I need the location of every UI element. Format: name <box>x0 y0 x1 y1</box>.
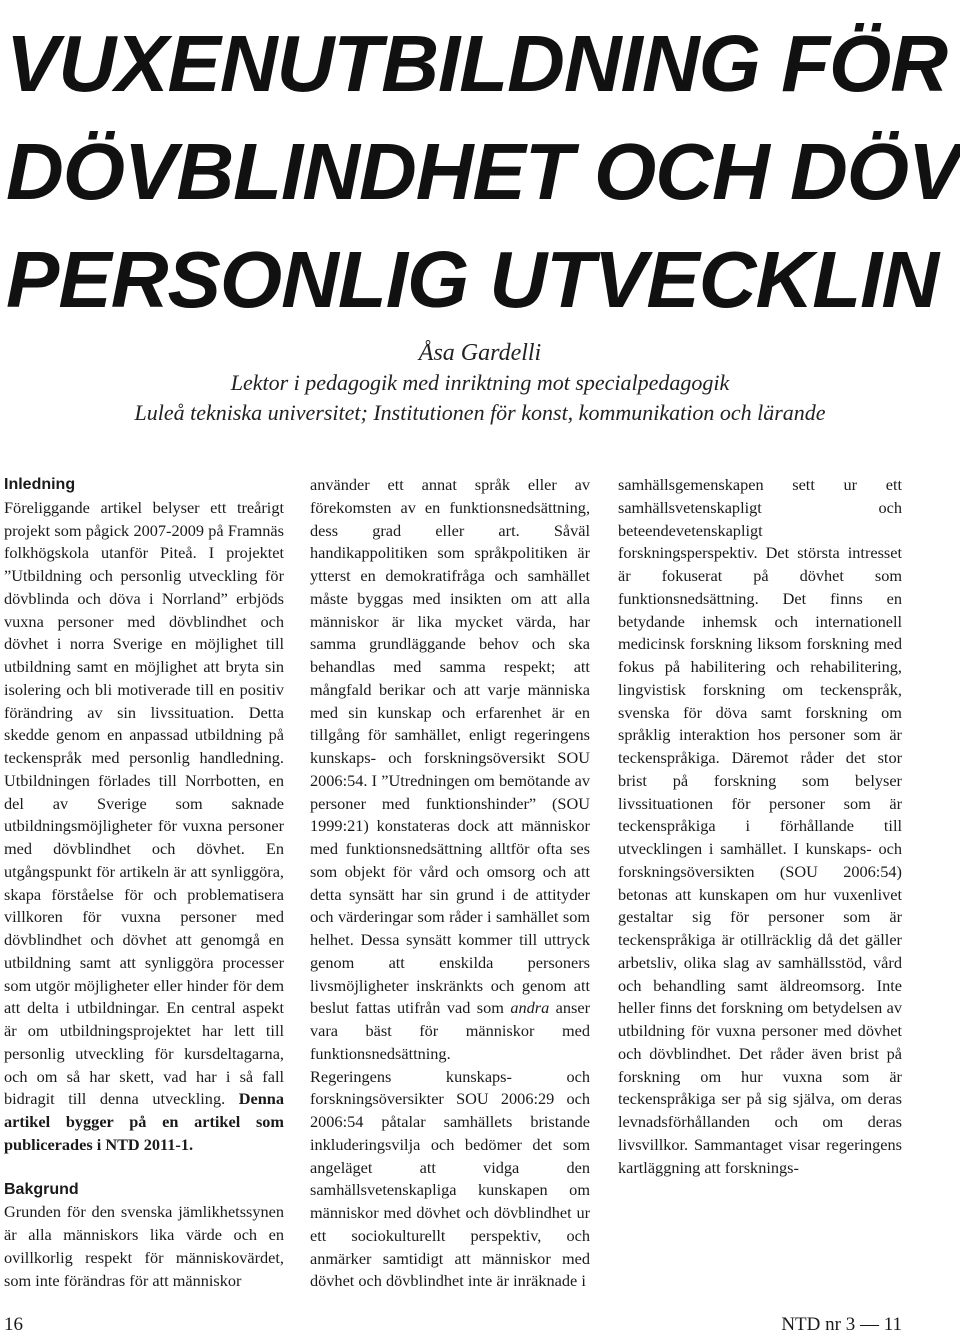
bakgrund-text-a <box>535 862 542 881</box>
bakgrund-text-a: som <box>476 998 504 1018</box>
bakgrund-text-a: eller <box>527 475 557 494</box>
bakgrund-text-a: genom <box>310 952 355 972</box>
bakgrund-text-a <box>510 475 528 494</box>
bakgrund-text-a: i <box>487 907 492 927</box>
bakgrund-text-a: samma <box>439 657 486 676</box>
bakgrund-text-a: attityder <box>535 884 590 904</box>
bakgrund-text-a <box>545 748 557 767</box>
bakgrund-text-a: och <box>388 748 412 767</box>
bakgrund-text-a <box>556 612 569 631</box>
title-line-2: DÖVBLINDHET OCH DÖV <box>6 127 960 216</box>
bakgrund-text-a: som <box>562 907 590 927</box>
bakgrund-text-a <box>416 498 425 517</box>
bakgrund-text-a <box>410 794 426 813</box>
bakgrund-text-a: som <box>4 1270 32 1290</box>
bakgrund-text-a <box>532 589 541 608</box>
bakgrund-text-a: använder <box>310 475 370 494</box>
bakgrund-text-a: och <box>531 634 556 654</box>
bakgrund-text-b: bäst <box>365 1021 392 1040</box>
bakgrund-text-b: funktionsnedsättning. <box>310 1043 451 1063</box>
bakgrund-text-a: en <box>574 702 590 722</box>
bakgrund-text-a: språkpolitiken <box>474 543 568 563</box>
bakgrund-text-a: funktionsnedsättning, <box>449 497 590 517</box>
inledning-note: Denna artikel bygger på en artikel som publicerades i NTD 2011-1. <box>4 1089 284 1154</box>
bakgrund-text-a <box>387 725 395 744</box>
bakgrund-text-a: för <box>392 861 412 881</box>
bakgrund-text-a <box>457 475 475 494</box>
bakgrund-text-a <box>360 725 368 744</box>
bakgrund-text-a: en <box>360 566 376 585</box>
bakgrund-text-a: förekomsten <box>310 497 392 517</box>
bakgrund-text-a <box>52 1225 64 1244</box>
bakgrund-text-a: som <box>437 543 465 563</box>
bakgrund-text-a <box>489 816 497 835</box>
bakgrund-text-a <box>376 748 388 767</box>
bakgrund-text-a: om <box>510 588 532 608</box>
bakgrund-text-a: grund <box>455 884 494 904</box>
bakgrund-text-a <box>17 1225 29 1244</box>
bakgrund-text-a <box>337 862 344 881</box>
bakgrund-text-a: att <box>573 657 590 676</box>
bakgrund-text-a <box>421 657 439 676</box>
bakgrund-text-a: lika <box>149 1225 175 1244</box>
bakgrund-text-a <box>412 748 424 767</box>
bakgrund-text-a: med <box>393 657 422 676</box>
bakgrund-text-a <box>404 475 422 494</box>
bakgrund-text-a: har <box>569 611 590 631</box>
bakgrund-text-a: är <box>4 1225 17 1244</box>
bakgrund-text-a: värderingar <box>337 907 414 927</box>
bakgrund-text-b: för <box>419 1021 439 1040</box>
bakgrund-text-a: och <box>233 1225 258 1244</box>
bakgrund-text-a <box>257 1225 269 1244</box>
inledning-paragraph <box>4 497 284 1157</box>
bakgrund-text-a: samhället, <box>394 725 462 745</box>
bakgrund-text-a <box>486 657 504 676</box>
bakgrund-text-a <box>506 885 513 904</box>
bakgrund-text-a: SOU <box>557 748 590 767</box>
bakgrund-text-a: kunskaps- <box>310 748 377 767</box>
bakgrund-text-a: dock <box>457 816 490 836</box>
bakgrund-text-a: om <box>474 770 495 790</box>
bakgrund-text-b <box>392 1021 420 1040</box>
bakgrund-text-a <box>367 703 377 722</box>
bakgrund-text-a: livsmöjligheter <box>310 975 409 995</box>
bakgrund-text-a: demokratifråga <box>385 566 485 585</box>
bakgrund-text-a: dess <box>310 520 339 540</box>
bakgrund-text-a <box>537 930 544 949</box>
bakgrund-text-b <box>338 1021 366 1040</box>
bakgrund-text-a: värde <box>185 1225 222 1244</box>
bakgrund-text-a <box>449 885 456 904</box>
bakgrund-text-a <box>351 566 361 585</box>
byline <box>0 338 960 428</box>
bakgrund-text-a: och <box>310 907 334 927</box>
bakgrund-text-a: ”Utredningen <box>381 770 470 790</box>
bakgrund-text-a: Såväl <box>553 520 590 540</box>
bakgrund-text-a <box>379 612 392 631</box>
bakgrund-text-a: alla <box>566 588 590 608</box>
bakgrund-text-a <box>480 680 488 699</box>
bakgrund-text-a: språk <box>474 475 511 494</box>
bakgrund-text-a: med <box>310 839 339 858</box>
bakgrund-text-a: är <box>391 611 405 631</box>
bakgrund-text-a: att <box>540 588 558 608</box>
bakgrund-text-a: beslut <box>310 998 349 1018</box>
bakgrund-text-a <box>465 543 475 562</box>
bakgrund-text-a: 2006:54. <box>310 770 368 790</box>
bakgrund-text-a: genom <box>521 975 567 995</box>
bakgrund-text-a <box>566 976 574 995</box>
bakgrund-text-a <box>557 475 575 494</box>
bakgrund-text-a: med <box>381 793 410 813</box>
bakgrund-text-a: alla <box>28 1225 52 1244</box>
bakgrund-text-a: en <box>424 497 441 517</box>
bakgrund-text-a: eller <box>435 520 465 540</box>
bakgrund-text-a: av <box>574 475 590 494</box>
bakgrund-text-a <box>356 634 369 653</box>
page-number: 16 <box>4 1314 23 1335</box>
bakgrund-text-a: och <box>441 702 466 722</box>
bakgrund-text-a <box>450 816 458 835</box>
bakgrund-text-b: anser <box>555 998 590 1018</box>
bakgrund-text-a: ytterst <box>310 566 351 585</box>
bakgrund-text-a: av <box>574 770 590 790</box>
bakgrund-text-a <box>222 1225 234 1244</box>
bakgrund-text-a <box>466 634 479 653</box>
author-affiliation: Luleå tekniska universitet; Institutionen för konst, kommunikation och lärande <box>134 400 826 425</box>
bakgrund-text-a: att <box>497 816 514 836</box>
bakgrund-text-a: att <box>388 952 405 972</box>
bakgrund-text-a: (SOU <box>552 793 590 813</box>
bakgrund-text-a: personer <box>310 793 367 813</box>
column-3 <box>618 474 902 1302</box>
bakgrund-text-a: synsätt <box>406 930 452 949</box>
bakgrund-text-b: vara <box>310 1021 339 1040</box>
bakgrund-text-a <box>518 566 528 585</box>
bakgrund-text-a: i <box>501 884 506 904</box>
bakgrund-text-a: grundläggande <box>369 634 466 654</box>
bakgrund-text-a: att <box>573 861 590 881</box>
bakgrund-text-a: uttryck <box>543 930 590 949</box>
bakgrund-text-a: behandlas <box>310 657 376 676</box>
bakgrund-text-a: för <box>367 725 387 745</box>
bakgrund-text-a: ska <box>568 634 590 654</box>
bakgrund-paragraph-1-start <box>310 474 590 1066</box>
heading-inledning: Inledning <box>4 476 76 493</box>
bakgrund-text-a: ses <box>570 839 590 858</box>
bakgrund-text-a: svenska <box>120 1202 173 1222</box>
bakgrund-text-a <box>485 566 495 585</box>
bakgrund-text-a: inte <box>35 1270 60 1290</box>
bakgrund-text-a <box>520 680 528 699</box>
bakgrund-text-a: sin <box>429 884 449 904</box>
bakgrund-text-a: byggas <box>357 588 404 608</box>
bakgrund-text-a <box>404 612 417 631</box>
article-title <box>6 10 960 334</box>
bakgrund-text-a <box>348 589 357 608</box>
bakgrund-text-a <box>483 976 491 995</box>
bakgrund-text-a <box>528 885 535 904</box>
bakgrund-text-a <box>164 1248 176 1267</box>
bakgrund-text-a <box>542 703 552 722</box>
bakgrund-paragraph-2-part: Regeringens kunskaps- och forskningsöversikter SOU 2006:29 och 2006:54 påtalar samhällets bristande inkluderingsvilja och bedömer det som angeläget att vidga den samhällsvetenskapliga kunskapen om människor med dövhet och dövblindhet ur ett sociokulturellt perspektiv, och anmärker samtidigt att människor med dövhet och dövblindhet inte är inräknade i <box>310 1066 590 1291</box>
bakgrund-text-a <box>456 680 464 699</box>
bakgrund-text-a <box>503 612 516 631</box>
bakgrund-text-a: annat <box>421 475 457 494</box>
bakgrund-text-a: synsätt <box>348 884 395 904</box>
bakgrund-text-a: att <box>573 975 590 995</box>
inledning-text: Föreliggande artikel belyser ett treårigt projekt som pågick 2007-2009 på Framnäs folkhögskola utanför Piteå. I projektet ”Utbildning och personlig utveckling för dövblinda och döva i Norrland” erbjöds vuxna personer med dövblindhet och dövhet i norra Sverige en möjlighet till utbildning samt en möjlighet att bryta sin isolering och bli motiverade till en positiv förändring av sin livssituation. Detta skedde genom en anpassad utbildning på teckenspråk med personlig handledning. Utbildningen förlades till Norrbotten, en del av Sverige som saknade utbildningsmöjligheter för vuxna personer med dövblindhet och dövhet. En utgångspunkt för artikeln är att synliggöra, skapa förståelse för och problematisera villkoren för vuxna personer med dövblindhet och dövhet att genomgå en utbildning samt att synliggöra processer som utgör möjligheter eller hinder för dem att delta i utbildningar. En central aspekt är om utbildningsprojektet har lett till personlig utveckling för kursdeltagarna, och om så har skett, vad har i så fall bidragit till denna utveckling. <box>4 497 284 1109</box>
bakgrund-text-a <box>375 657 393 676</box>
bakgrund-text-a: personers <box>527 952 590 972</box>
bakgrund-text-a <box>564 703 574 722</box>
bakgrund-text-a: för <box>66 1202 86 1222</box>
bakgrund-text-a <box>371 680 379 699</box>
bakgrund-text-a: för <box>129 1270 149 1290</box>
bakgrund-text-a: I <box>371 770 378 790</box>
bakgrund-text-b <box>438 1021 466 1040</box>
bakgrund-text-a <box>464 521 498 540</box>
bakgrund-text-a <box>338 703 348 722</box>
bakgrund-text-a <box>428 543 438 562</box>
bakgrund-text-a: har <box>401 884 423 904</box>
bakgrund-text-a: värda, <box>515 611 557 631</box>
bakgrund-text-a: samma <box>310 634 357 654</box>
bakgrund-text-a <box>555 657 573 676</box>
journal-issue: NTD nr 3 — 11 <box>781 1314 902 1335</box>
bakgrund-text-a <box>568 543 578 562</box>
bakgrund-text-a <box>405 953 439 972</box>
bakgrund-text-a <box>465 703 475 722</box>
bakgrund-text-a <box>403 589 412 608</box>
bakgrund-text-a: mycket <box>454 611 503 631</box>
bakgrund-text-a: samhället <box>496 907 559 927</box>
bakgrund-text-a: människors <box>63 1225 139 1244</box>
bakgrund-text-a <box>422 885 429 904</box>
bakgrund-text-a: och <box>432 679 457 699</box>
column-1 <box>4 474 284 1302</box>
title-line-3: PERSONLIG UTVECKLIN <box>6 235 939 324</box>
bakgrund-text-a: varje <box>487 679 521 699</box>
bakgrund-emphasis: andra <box>510 998 550 1018</box>
bakgrund-text-a <box>566 862 573 881</box>
bakgrund-text-a: en <box>268 1225 284 1244</box>
bakgrund-text-a <box>502 589 511 608</box>
bakgrund-text-a <box>514 976 522 995</box>
bakgrund-text-a: och <box>455 861 480 881</box>
bakgrund-text-a: insikten <box>449 588 502 608</box>
title-line-1: VUXENUTBILDNING FÖR <box>6 19 947 108</box>
bakgrund-text-a <box>562 839 570 858</box>
bakgrund-text-a: de <box>513 884 529 904</box>
heading-bakgrund: Bakgrund <box>4 1180 79 1198</box>
bakgrund-text-a: konstateras <box>376 816 450 836</box>
bakgrund-paragraph-1-start-part <box>4 1201 284 1292</box>
bakgrund-text-a <box>442 612 455 631</box>
bakgrund-text-a: kunskap <box>377 702 432 722</box>
bakgrund-text-a: respekt <box>85 1247 133 1267</box>
bakgrund-text-b: människor <box>465 1021 535 1040</box>
bakgrund-paragraph-2: samhällsgemenskapen sett ur ett samhällsvetenskapligt och beteendevetenskapligt forskningsperspektiv. Det största intresset är fokuserat på dövhet som funktionsnedsättning. Det finns en betydande inhemsk och internationell medicinsk forskning liksom forskning med fokus på habilitering och rehabilitering, lingvistisk forskning om teckenspråk, svenska för döva samt forskning om språklig interaktion hos personer som är teckenspråkiga. Däremot råder det stor brist på forskning som belyser livssituationen för personer som är teckenspråkiga i förhållande till utvecklingen i samhället. I kunskaps- och forskningsöversikten (SOU 2006:54) betonas att kunskapen om hur vuxenlivet gestaltar sig för personer som är teckenspråkiga är otillräcklig då det gäller arbetsliv, olika slag av samhällsstöd, vård och behandling samt äldreomsorg. Inte heller finns det forskning om betydelsen av utbildning för vuxna personer med dövhet och dövblindhet. Det råder även brist på forskning om hur vuxna som är teckenspråkiga ser på sig själva, om deras levnadsförhållanden och om deras livsvillkor. Sammantaget visar regeringens kartläggning att forsknings- <box>618 475 902 1177</box>
bakgrund-text-a <box>354 953 388 972</box>
bakgrund-text-b: med <box>561 1021 590 1040</box>
bakgrund-text-a: är <box>551 702 565 722</box>
bakgrund-text-a: alltför <box>489 839 530 858</box>
bakgrund-text-a: grad <box>372 520 402 540</box>
bakgrund-text-a: med <box>412 588 441 608</box>
bakgrund-text-b <box>534 1021 562 1040</box>
bakgrund-text-a: omsorg <box>486 861 536 881</box>
bakgrund-text-a: för <box>144 1247 164 1267</box>
bakgrund-text-a <box>401 521 435 540</box>
bakgrund-text-a: regeringens <box>514 725 590 745</box>
bakgrund-text-a <box>536 794 552 813</box>
author-name: Åsa Gardelli <box>418 340 542 366</box>
bakgrund-text-a <box>440 498 449 517</box>
bakgrund-text-a: funktionshinder” <box>425 793 537 813</box>
bakgrund-text-a: och <box>542 861 567 881</box>
bakgrund-text-a: Dessa <box>360 930 400 949</box>
bakgrund-text-a <box>366 794 382 813</box>
bakgrund-text-a <box>519 634 532 653</box>
bakgrund-text-a: måste <box>310 588 348 608</box>
bakgrund-text-a: att <box>463 679 480 699</box>
bakgrund-text-a: fattas <box>355 998 391 1018</box>
bakgrund-text-a <box>369 816 377 835</box>
bakgrund-text-a: objekt <box>344 861 386 881</box>
bakgrund-text-a: som <box>417 907 445 927</box>
bakgrund-text-a: till <box>519 930 538 949</box>
bakgrund-text-a: tillgång <box>310 725 360 745</box>
bakgrund-text-a: råder <box>449 907 483 927</box>
bakgrund-text-a: människor <box>172 1270 242 1290</box>
bakgrund-text-a: respekt; <box>503 657 556 676</box>
bakgrund-text-a <box>520 521 554 540</box>
bakgrund-text-a: forskningsöversikt <box>423 748 546 767</box>
bakgrund-text-a <box>376 566 386 585</box>
bakgrund-text-a: ofta <box>537 839 563 858</box>
bakgrund-text-a: människa <box>527 679 590 699</box>
bakgrund-text-a: den <box>91 1202 116 1222</box>
bakgrund-text-a <box>174 1225 186 1244</box>
bakgrund-text-a <box>73 1248 85 1267</box>
bakgrund-text-a: utifrån <box>397 998 441 1018</box>
bakgrund-text-a: och <box>494 566 518 585</box>
bakgrund-text-a: människor <box>521 816 590 836</box>
bakgrund-text-a: människovärdet, <box>175 1247 284 1267</box>
bakgrund-text-a <box>138 1225 150 1244</box>
bakgrund-text-a <box>370 475 388 494</box>
bakgrund-text-a: erfarenhet <box>475 702 542 722</box>
bakgrund-text-a: behov <box>478 634 519 654</box>
bakgrund-text-a: helhet. <box>310 930 354 949</box>
bakgrund-text-a: inskränkts <box>416 975 484 995</box>
bakgrund-text-a <box>432 703 442 722</box>
author-role: Lektor i pedagogik med inriktning mot specialpedagogik <box>230 370 730 395</box>
bakgrund-text-a <box>461 725 469 744</box>
bakgrund-text-a <box>385 862 392 881</box>
bakgrund-text-a <box>425 680 433 699</box>
bakgrund-text-a: enligt <box>469 725 507 745</box>
bakgrund-text-a: att <box>152 1270 169 1290</box>
bakgrund-text-a: ett <box>387 475 404 494</box>
bakgrund-text-a: människor <box>310 611 379 631</box>
bakgrund-text-a <box>394 885 401 904</box>
bakgrund-text-a <box>493 953 527 972</box>
column-2 <box>310 474 590 1302</box>
bakgrund-text-a: berikar <box>379 679 426 699</box>
bakgrund-text-a: funktionsnedsättning <box>345 839 483 858</box>
bakgrund-text-a <box>482 839 490 858</box>
bakgrund-text-a: lika <box>417 611 442 631</box>
bakgrund-text-a <box>555 634 568 653</box>
bakgrund-text-a: handikappolitiken <box>310 543 428 563</box>
bakgrund-text-a <box>354 930 361 949</box>
bakgrund-text-a: ovillkorlig <box>4 1247 73 1267</box>
bakgrund-text-a: med <box>310 702 339 722</box>
bakgrund-text-a <box>338 521 372 540</box>
bakgrund-text-a: vad <box>446 998 471 1018</box>
bakgrund-text-a: samhället <box>527 566 590 585</box>
bakgrund-text-a: enskilda <box>439 952 494 972</box>
bakgrund-text-a: är <box>577 543 590 563</box>
bakgrund-text-a <box>338 839 346 858</box>
bakgrund-text-a: mångfald <box>310 679 372 699</box>
bakgrund-text-a: förändras <box>63 1270 126 1290</box>
bakgrund-text-a: kommer <box>458 930 513 949</box>
bakgrund-text-a: 1999:21) <box>310 816 369 836</box>
bakgrund-text-a <box>506 725 514 744</box>
bakgrund-text-a: detta <box>310 884 342 904</box>
bakgrund-text-a <box>441 589 450 608</box>
bakgrund-text-a: art. <box>498 520 520 540</box>
bakgrund-text-a <box>342 885 349 904</box>
bakgrund-text-a: sin <box>348 702 368 722</box>
bakgrund-text-a: av <box>400 497 416 517</box>
bakgrund-text-a: Grunden <box>4 1202 61 1222</box>
bakgrund-text-a <box>448 862 455 881</box>
bakgrund-text-a <box>132 1248 144 1267</box>
bakgrund-text-a: som <box>310 861 338 881</box>
bakgrund-text-a: jämlikhetssynen <box>178 1202 284 1222</box>
bakgrund-text-a <box>479 862 486 881</box>
bakgrund-text-a: vård <box>419 861 449 881</box>
bakgrund-text-a: och <box>490 975 515 995</box>
bakgrund-text-a: bemötande <box>498 770 571 790</box>
